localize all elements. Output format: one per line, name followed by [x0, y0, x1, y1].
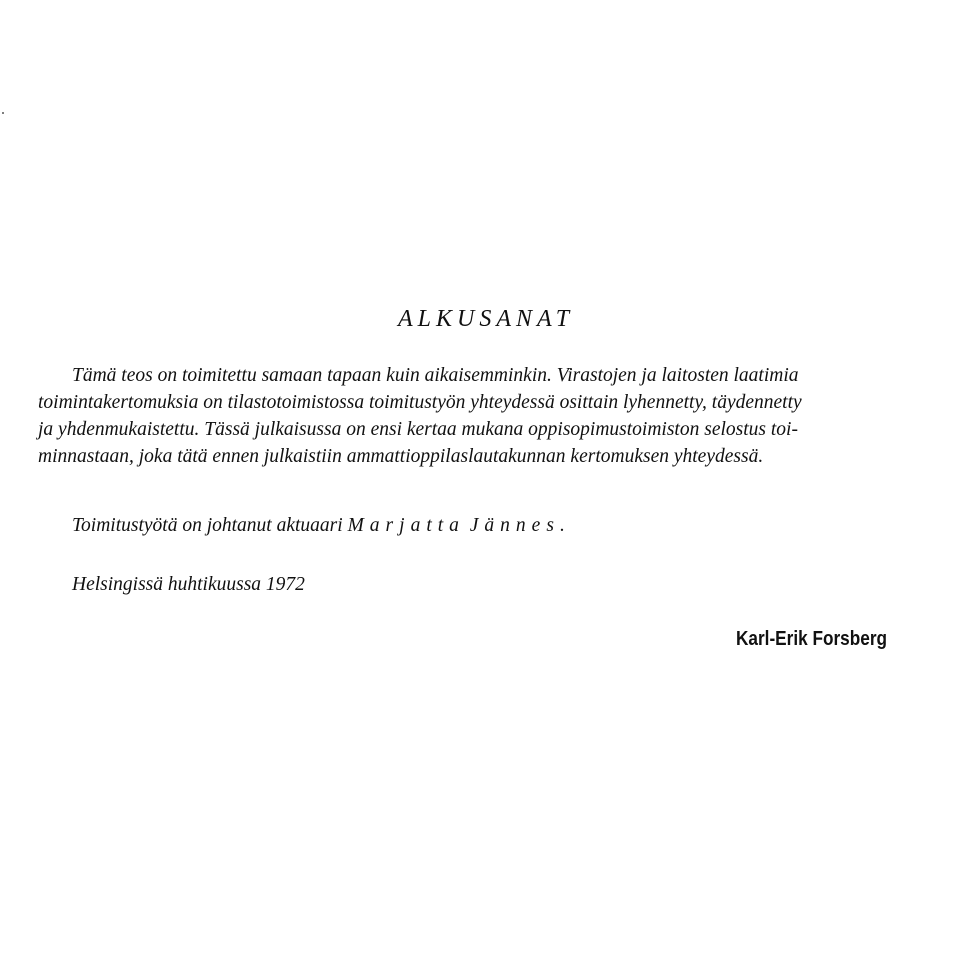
- signature-name: Karl-Erik Forsberg: [736, 628, 888, 650]
- scan-speck: [2, 112, 4, 114]
- editor-last-name: Jännes: [469, 515, 560, 536]
- paragraph-line: toimintakertomuksia on tilastotoimistossa toimitustyön yhteydessä osittain lyhennetty, täydennetty: [38, 392, 802, 413]
- editor-credit: [38, 512, 960, 539]
- preface-heading: ALKUSANAT: [398, 306, 575, 332]
- editor-first-name: Marjatta: [347, 515, 465, 536]
- preface-paragraph: [38, 362, 960, 470]
- place-date: Helsingissä huhtikuussa 1972: [72, 574, 305, 595]
- paragraph-line: Tämä teos on toimitettu samaan tapaan kuin aikaisemminkin. Virastojen ja laitosten laatimia: [72, 365, 799, 386]
- paragraph-line: ja yhdenmukaistettu. Tässä julkaisussa on ensi kertaa mukana oppisopimustoimiston selostus toi-: [38, 419, 798, 440]
- paragraph-line: minnastaan, joka tätä ennen julkaistiin ammattioppilaslautakunnan kertomuksen yhteydessä.: [38, 446, 764, 467]
- editor-credit-text: Toimitustyötä on johtanut aktuaari: [72, 515, 348, 536]
- editor-credit-end: .: [559, 515, 565, 536]
